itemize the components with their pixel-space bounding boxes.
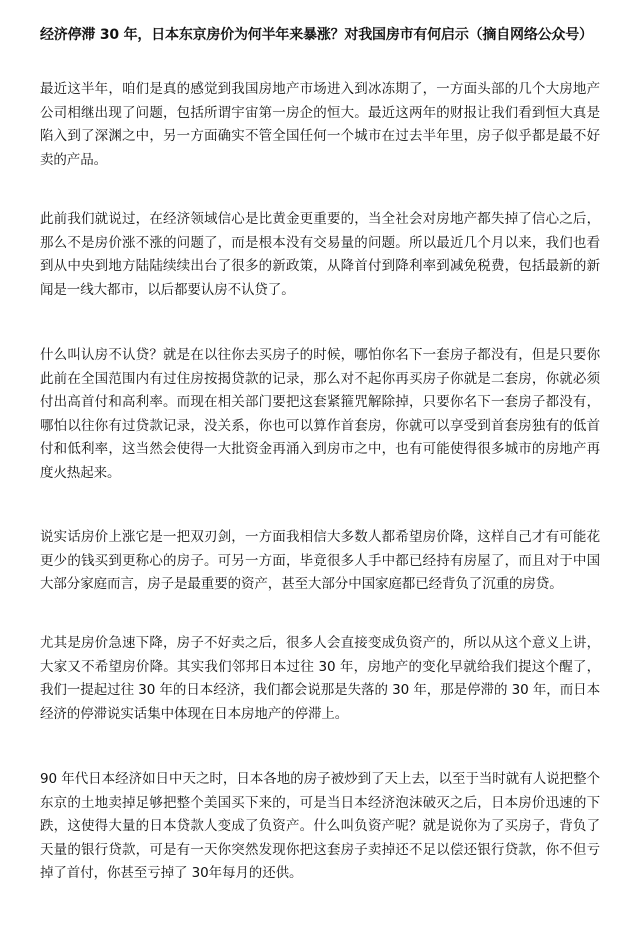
article-paragraph-1: 最近这半年，咱们是真的感觉到我国房地产市场进入到冰冻期了，一方面头部的几个大房地产公司相继出现了问题，包括所谓宇宙第一房企的恒大。最近这两年的财报让我们看到恒大真是陷入到了深渊之中，另一方面确实不管全国任何一个城市在过去半年里，房子似乎都是最不好卖的产品。 xyxy=(40,81,600,168)
article-paragraph-5: 尤其是房价急速下降，房子不好卖之后，很多人会直接变成负资产的，所以从这个意义上讲，大家又不希望房价降。其实我们邻邦日本过往 30 年，房地产的变化早就给我们提这个醒了，我们一提起过往 30 年的日本经济，我们都会说那是失落的 30 年，那是停滞的 30 年，而日本经济的停滞说实话集中体现在日本房地产的停滞上。 xyxy=(40,635,600,722)
article-paragraph-6: 90 年代日本经济如日中天之时，日本各地的房子被炒到了天上去，以至于当时就有人说把整个东京的土地卖掉足够把整个美国买下来的，可是当日本经济泡沫破灭之后，日本房价迅速的下跌，这使得大量的日本贷款人变成了负资产。什么叫负资产呢？就是说你为了买房子，背负了天量的银行贷款，可是有一天你突然发现你把这套房子卖掉还不足以偿还银行贷款，你不但亏掉了首付，你甚至亏掉了 30年每月的还供。 xyxy=(40,771,600,882)
article-paragraph-4: 说实话房价上涨它是一把双刃剑，一方面我相信大多数人都希望房价降，这样自己才有可能花更少的钱买到更称心的房子。可另一方面，毕竟很多人手中都已经持有房屋了，而且对于中国大部分家庭而言，房子是最重要的资产，甚至大部分中国家庭都已经背负了沉重的房贷。 xyxy=(40,529,600,593)
article-paragraph-3: 什么叫认房不认贷？就是在以往你去买房子的时候，哪怕你名下一套房子都没有，但是只要你此前在全国范围内有过住房按揭贷款的记录，那么对不起你再买房子你就是二套房，你就必须付出高首付和高利率。而现在相关部门要把这套紧箍咒解除掉，只要你名下一套房子都没有，哪怕以往你有过贷款记录，没关系，你也可以算作首套房，你就可以享受到首套房独有的低首付和低利率，这当然会使得一大批资金再涌入到房市之中，也有可能使得很多城市的房地产再度火热起来。 xyxy=(40,347,600,481)
article-paragraph-2: 此前我们就说过，在经济领域信心是比黄金更重要的，当全社会对房地产都失掉了信心之后，那么不是房价涨不涨的问题了，而是根本没有交易量的问题。所以最近几个月以来，我们也看到从中央到地方陆陆续续出台了很多的新政策，从降首付到降利率到减免税费，包括最新的新闻是一线大都市，以后都要认房不认贷了。 xyxy=(40,211,600,298)
article-title: 经济停滞 30 年，日本东京房价为何半年来暴涨？对我国房市有何启示（摘自网络公众号） xyxy=(40,27,593,43)
